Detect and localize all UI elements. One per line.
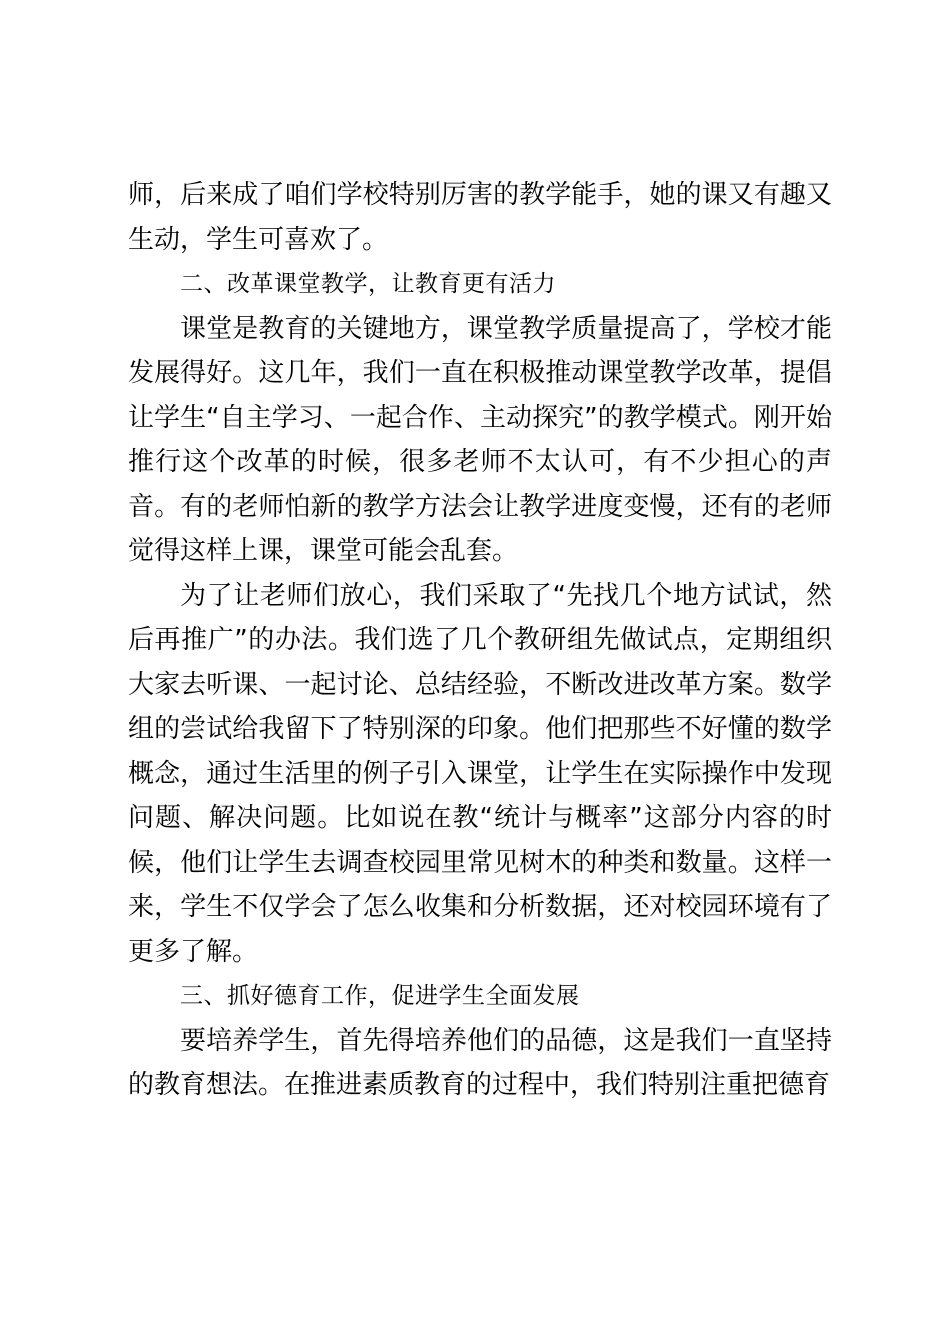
document-body: [128, 173, 832, 1108]
paragraph-classroom-reform: 课堂是教育的关键地方，课堂教学质量提高了，学校才能发展得好。这几年，我们一直在积极推动课堂教学改革，提倡让学生“自主学习、一起合作、主动探究”的教学模式。刚开始推行这个改革的时候，很多老师不太认可，有不少担心的声音。有的老师怕新的教学方法会让教学进度变慢，还有的老师觉得这样上课，课堂可能会乱套。: [128, 313, 832, 566]
paragraph-moral-education: 要培养学生，首先得培养他们的品德，这是我们一直坚持的教育想法。在推进素质教育的过程中，我们特别注重把德育: [128, 1025, 832, 1100]
paragraph-continuation: 师，后来成了咱们学校特别厉害的教学能手，她的课又有趣又生动，学生可喜欢了。: [128, 180, 832, 255]
paragraph-pilot-program: 为了让老师们放心，我们采取了“先找几个地方试试，然后再推广”的办法。我们选了几个教研组先做试点，定期组织大家去听课、一起讨论、总结经验，不断改进改革方案。数学组的尝试给我留下了特别深的印象。他们把那些不好懂的数学概念，通过生活里的例子引入课堂，让学生在实际操作中发现问题、解决问题。比如说在教“统计与概率”这部分内容的时候，他们让学生去调查校园里常见树木的种类和数量。这样一来，学生不仅学会了怎么收集和分析数据，还对校园环境有了更多了解。: [128, 580, 832, 967]
section-heading-moral-education: 三、抓好德育工作，促进学生全面发展: [180, 983, 580, 1009]
section-heading-reform: 二、改革课堂教学，让教育更有活力: [180, 271, 556, 297]
